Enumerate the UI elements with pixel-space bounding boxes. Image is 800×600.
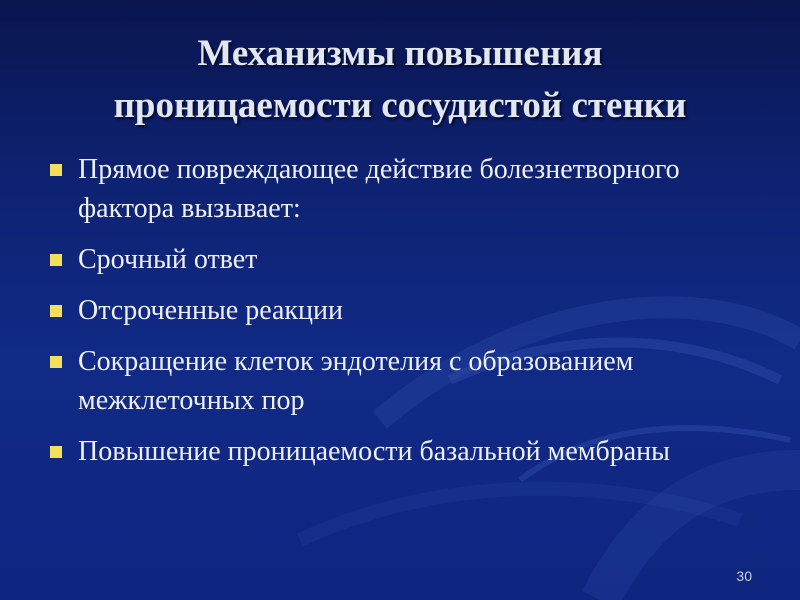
title-line-2: проницаемости сосудистой стенки bbox=[113, 85, 687, 126]
square-bullet-icon bbox=[50, 164, 62, 176]
title-line-1: Механизмы повышения bbox=[197, 33, 603, 74]
bullet-text: Прямое повреждающее действие болезнетворного фактора вызывает: bbox=[78, 154, 680, 224]
bullet-text: Срочный ответ bbox=[78, 244, 258, 275]
bullet-item bbox=[48, 150, 768, 228]
slide-title bbox=[0, 28, 800, 132]
bullet-text: Повышение проницаемости базальной мембраны bbox=[78, 436, 670, 467]
square-bullet-icon bbox=[50, 254, 62, 266]
bullet-item bbox=[48, 291, 768, 330]
bullet-list bbox=[48, 150, 768, 483]
square-bullet-icon bbox=[50, 446, 62, 458]
bullet-text: Сокращение клеток эндотелия с образованием межклеточных пор bbox=[78, 346, 634, 416]
bullet-text: Отсроченные реакции bbox=[78, 295, 343, 326]
square-bullet-icon bbox=[50, 305, 62, 317]
page-number: 30 bbox=[736, 568, 752, 584]
square-bullet-icon bbox=[50, 356, 62, 368]
bullet-item bbox=[48, 432, 768, 471]
bullet-item bbox=[48, 240, 768, 279]
bullet-item bbox=[48, 342, 768, 420]
